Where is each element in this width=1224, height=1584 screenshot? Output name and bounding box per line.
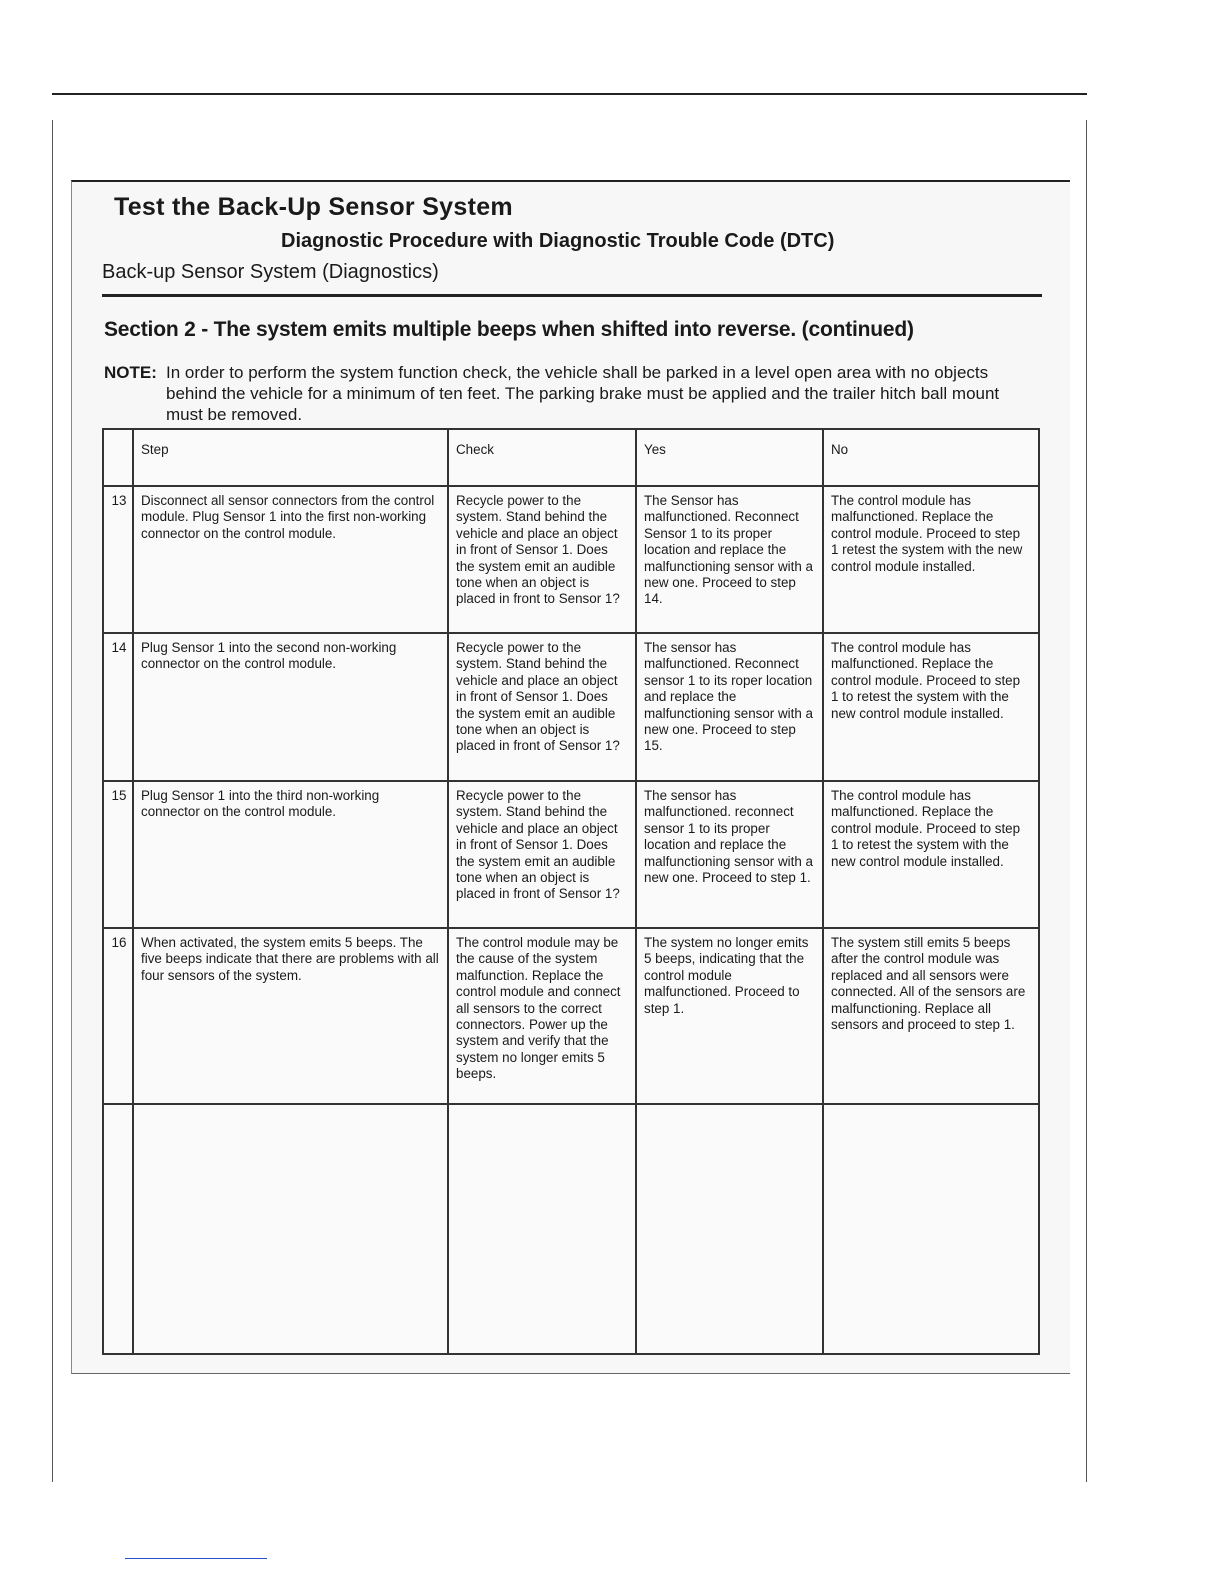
header-check: Check bbox=[448, 429, 636, 486]
empty-cell bbox=[103, 1104, 133, 1354]
yes-cell: The system no longer emits 5 beeps, indicating that the control module malfunctioned. Proceed to step 1. bbox=[636, 928, 823, 1104]
yes-cell: The sensor has malfunctioned. Reconnect sensor 1 to its roper location and replace the malfunctioning sensor with a new one. Proceed to step 15. bbox=[636, 633, 823, 781]
page-title: Test the Back-Up Sensor System bbox=[114, 193, 513, 221]
header-step-number bbox=[103, 429, 133, 486]
section-divider bbox=[102, 294, 1042, 297]
note-text: In order to perform the system function check, the vehicle shall be parked in a level open area with no objects behind the vehicle for a minimum of ten feet. The parking brake must be applied and the trailer hitch ball mount must be removed. bbox=[166, 363, 1000, 424]
check-cell: Recycle power to the system. Stand behind the vehicle and place an object in front of Sensor 1. Does the system emit an audible tone when an object is placed in front to Sensor 1? bbox=[448, 486, 636, 633]
empty-table-row bbox=[103, 1104, 1039, 1354]
step-cell: Plug Sensor 1 into the second non-working connector on the control module. bbox=[133, 633, 448, 781]
table-header-row bbox=[103, 429, 1039, 486]
step-cell: Plug Sensor 1 into the third non-working connector on the control module. bbox=[133, 781, 448, 928]
empty-cell bbox=[823, 1104, 1039, 1354]
empty-cell bbox=[133, 1104, 448, 1354]
note-label: NOTE: bbox=[104, 363, 157, 382]
diagnostic-table bbox=[102, 428, 1040, 1355]
table-row bbox=[103, 781, 1039, 928]
section-title: Section 2 - The system emits multiple beeps when shifted into reverse. (continued) bbox=[104, 318, 914, 341]
right-margin-line bbox=[1086, 120, 1087, 1482]
table-row bbox=[103, 486, 1039, 633]
no-cell: The control module has malfunctioned. Replace the control module. Proceed to step 1 retest the system with the new control module installed. bbox=[823, 486, 1039, 633]
no-cell: The control module has malfunctioned. Replace the control module. Proceed to step 1 to retest the system with the new control module installed. bbox=[823, 633, 1039, 781]
step-number: 15 bbox=[103, 781, 133, 928]
table-row bbox=[103, 633, 1039, 781]
yes-cell: The sensor has malfunctioned. reconnect sensor 1 to its proper location and replace the malfunctioning sensor with a new one. Proceed to step 1. bbox=[636, 781, 823, 928]
check-cell: The control module may be the cause of the system malfunction. Replace the control module and connect all sensors to the correct connectors. Power up the system and verify that the system no longer emits 5 beeps. bbox=[448, 928, 636, 1104]
header-yes: Yes bbox=[636, 429, 823, 486]
empty-cell bbox=[448, 1104, 636, 1354]
empty-cell bbox=[636, 1104, 823, 1354]
step-cell: Disconnect all sensor connectors from the control module. Plug Sensor 1 into the first non-working connector on the control module. bbox=[133, 486, 448, 633]
header-no: No bbox=[823, 429, 1039, 486]
header-step: Step bbox=[133, 429, 448, 486]
no-cell: The system still emits 5 beeps after the control module was replaced and all sensors were connected. All of the sensors are malfunctioning. Replace all sensors and proceed to step 1. bbox=[823, 928, 1039, 1104]
check-cell: Recycle power to the system. Stand behind the vehicle and place an object in front of Sensor 1. Does the system emit an audible tone when an object is placed in front of Sensor 1? bbox=[448, 781, 636, 928]
header-rule bbox=[52, 93, 1087, 95]
footer-link-underline[interactable] bbox=[125, 1558, 267, 1559]
left-margin-line bbox=[52, 120, 53, 1482]
step-number: 14 bbox=[103, 633, 133, 781]
step-number: 16 bbox=[103, 928, 133, 1104]
category-label: Back-up Sensor System (Diagnostics) bbox=[102, 261, 439, 283]
no-cell: The control module has malfunctioned. Replace the control module. Proceed to step 1 to retest the system with the new control module installed. bbox=[823, 781, 1039, 928]
table-row bbox=[103, 928, 1039, 1104]
step-cell: When activated, the system emits 5 beeps. The five beeps indicate that there are problems with all four sensors of the system. bbox=[133, 928, 448, 1104]
yes-cell: The Sensor has malfunctioned. Reconnect Sensor 1 to its proper location and replace the malfunctioning sensor with a new one. Proceed to step 14. bbox=[636, 486, 823, 633]
step-number: 13 bbox=[103, 486, 133, 633]
check-cell: Recycle power to the system. Stand behind the vehicle and place an object in front of Sensor 1. Does the system emit an audible tone when an object is placed in front of Sensor 1? bbox=[448, 633, 636, 781]
procedure-subtitle: Diagnostic Procedure with Diagnostic Trouble Code (DTC) bbox=[281, 230, 835, 252]
